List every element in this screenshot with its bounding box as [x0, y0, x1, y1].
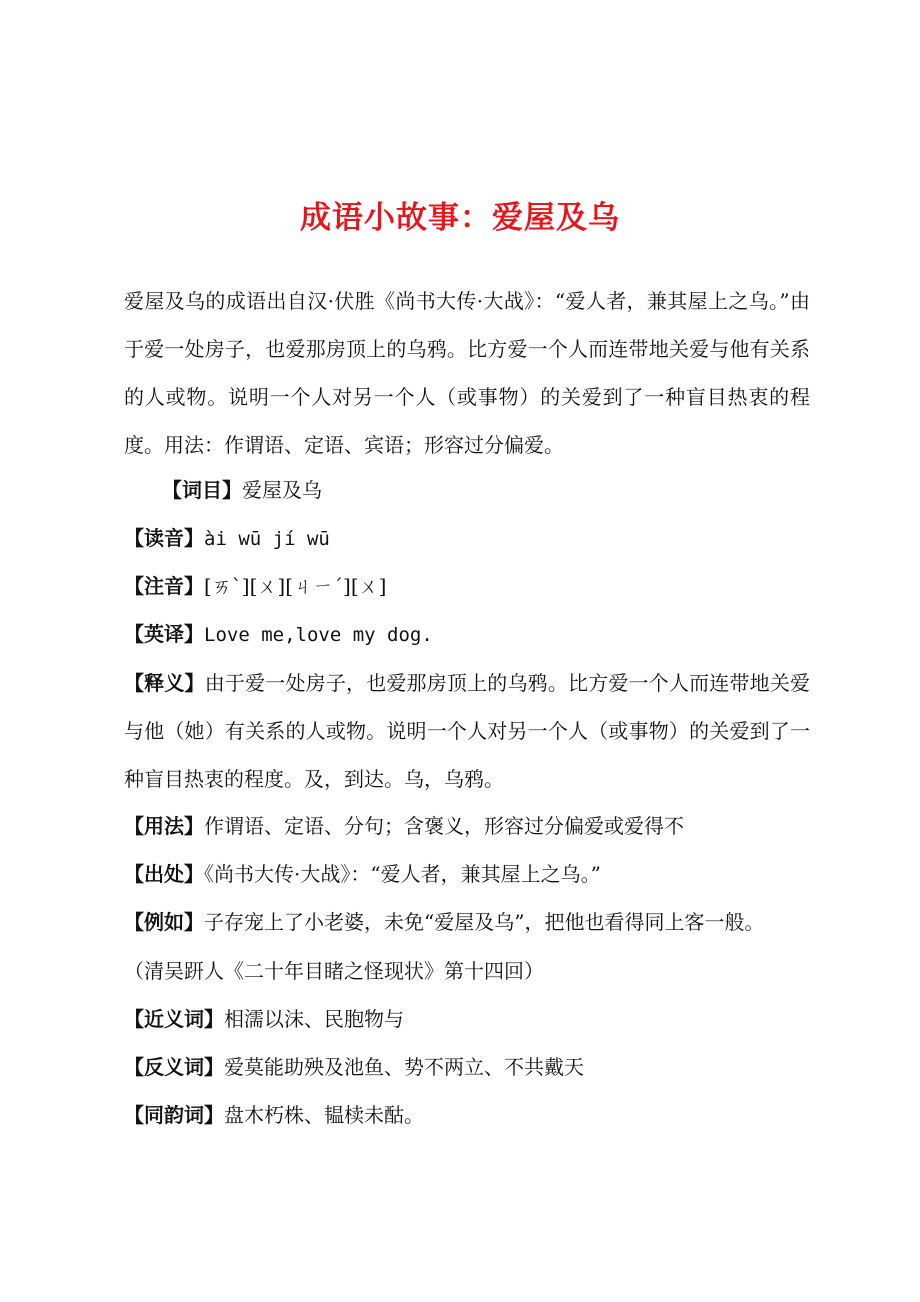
entry-label: 【词目】 — [162, 478, 242, 502]
entry-value: 由于爱一处房子，也爱那房顶上的乌鸦。比方爱一个人而连带地关爱与他（她）有关系的人或物。说明一个人对另一个人（或事物）的关爱到了一种盲目热衷的程度。及，到达。乌，乌鸦。 — [124, 671, 811, 791]
entry-label: 【释义】 — [124, 671, 205, 695]
entry-li-ru — [124, 906, 814, 938]
entry-value: [ㄞˋ][ㄨ][ㄐㄧˊ][ㄨ] — [204, 574, 387, 598]
entry-shi-yi — [124, 659, 810, 803]
entry-label: 【例如】 — [124, 910, 204, 934]
entry-label: 【读音】 — [124, 526, 204, 550]
entry-value: 《尚书大传·大战》：“爱人者，兼其屋上之乌。” — [204, 862, 601, 886]
entry-jin-yi-ci — [124, 1003, 814, 1035]
entry-label: 【反义词】 — [124, 1055, 224, 1079]
entry-value: 相濡以沫、民胞物与 — [224, 1007, 404, 1031]
entry-ci-mu — [162, 474, 852, 506]
intro-paragraph: 爱屋及乌的成语出自汉·伏胜《尚书大传·大战》：“爱人者，兼其屋上之乌。”由于爱一处房子，也爱那房顶上的乌鸦。比方爱一个人而连带地关爱与他有关系的人或物。说明一个人对另一个人（或事物）的关爱到了一种盲目热衷的程度。用法：作谓语、定语、宾语；形容过分偏爱。 — [124, 289, 810, 457]
document-title: 成语小故事：爱屋及乌 — [300, 200, 620, 236]
entry-label: 【近义词】 — [124, 1007, 224, 1031]
entry-yong-fa — [124, 810, 814, 842]
entry-chu-chu — [124, 858, 814, 890]
entry-label: 【英译】 — [124, 622, 204, 646]
entry-label: 【同韵词】 — [124, 1103, 224, 1127]
entry-value: 爱莫能助殃及池鱼、势不两立、不共戴天 — [224, 1055, 584, 1079]
entry-value: 爱屋及乌 — [242, 478, 322, 502]
entry-value: 盘木朽株、韫椟未酤。 — [224, 1103, 424, 1127]
entry-label: 【出处】 — [124, 862, 204, 886]
entry-value: Love me,love my dog. — [204, 624, 433, 646]
entry-du-yin — [124, 522, 814, 555]
entry-value: ài wū jí wū — [204, 528, 330, 550]
entry-ying-yi — [124, 618, 814, 651]
entry-tong-yun-ci — [124, 1099, 814, 1131]
entry-value: 子存宠上了小老婆，未免“爱屋及乌”，把他也看得同上客一般。 — [204, 910, 765, 934]
entry-zhu-yin — [124, 570, 814, 602]
entry-label: 【用法】 — [124, 814, 204, 838]
entry-label: 【注音】 — [124, 574, 204, 598]
entry-fan-yi-ci — [124, 1051, 814, 1083]
entry-li-ru-source: （清吴趼人《二十年目睹之怪现状》第十四回） — [124, 959, 544, 983]
entry-value: 作谓语、定语、分句；含褒义，形容过分偏爱或爱得不 — [204, 814, 684, 838]
